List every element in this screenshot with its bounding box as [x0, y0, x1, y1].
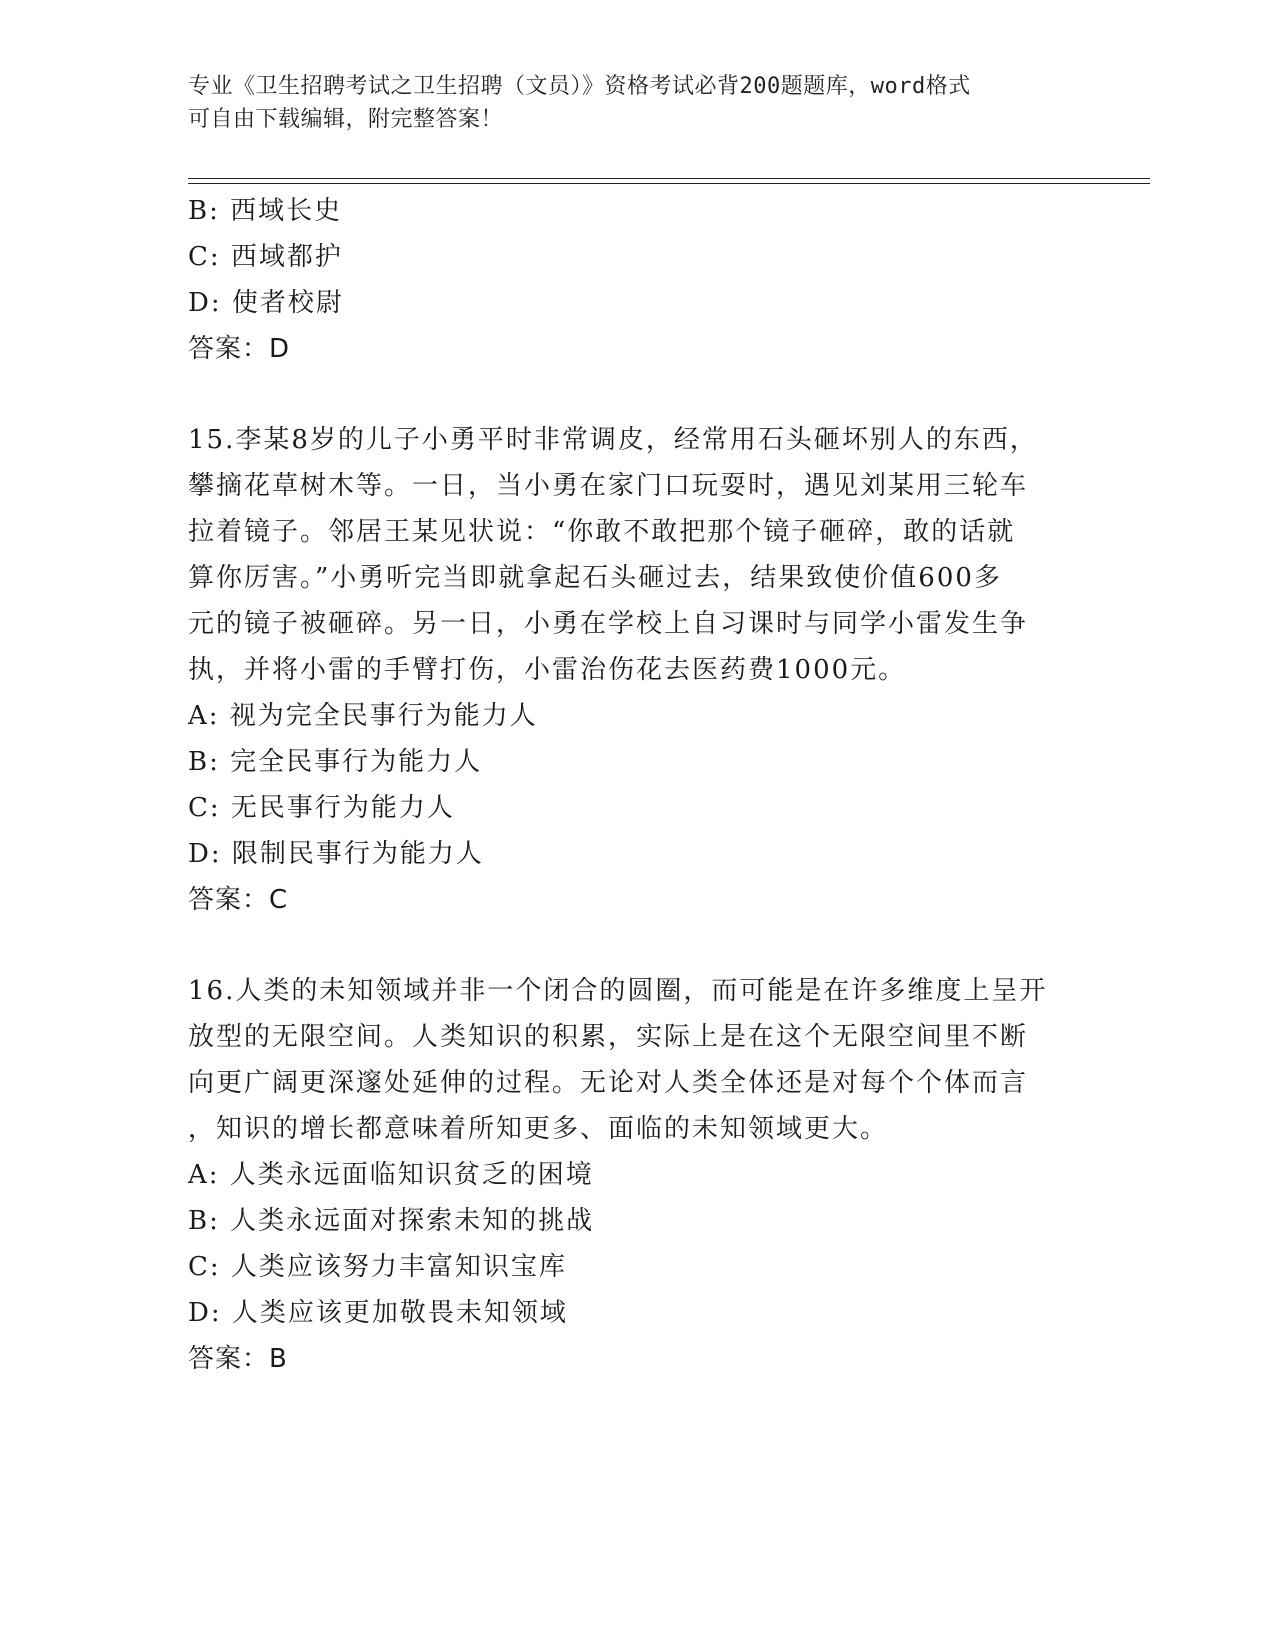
document-header — [188, 70, 1088, 136]
q15-stem-line: 拉着镜子。邻居王某见状说：“你敢不敢把那个镜子砸碎，敢的话就 — [188, 517, 1016, 547]
q15-option-a: A: 视为完全民事行为能力人 — [188, 701, 538, 731]
q14-option-d: D: 使者校尉 — [188, 288, 344, 318]
q16-answer: 答案：B — [188, 1344, 288, 1374]
q15-option-c: C: 无民事行为能力人 — [188, 793, 455, 823]
question-14-block — [188, 188, 1088, 372]
q16-stem-line: 放型的无限空间。人类知识的积累，实际上是在这个无限空间里不断 — [188, 1022, 1029, 1052]
q16-option-c: C: 人类应该努力丰富知识宝库 — [188, 1252, 567, 1282]
q15-option-d: D: 限制民事行为能力人 — [188, 839, 484, 869]
spacer — [188, 923, 1088, 968]
q14-option-b: B: 西域长史 — [188, 196, 343, 226]
header-divider-bottom — [188, 183, 1150, 184]
q16-stem-line: ，知识的增长都意味着所知更多、面临的未知领域更大。 — [188, 1114, 889, 1144]
header-title-line-1: 专业《卫生招聘考试之卫生招聘（文员）》资格考试必背200题题库，word格式 — [188, 74, 971, 99]
question-content — [188, 188, 1088, 1382]
question-16-block — [188, 968, 1088, 1382]
q15-stem-line: 元的镜子被砸碎。另一日，小勇在学校上自习课时与同学小雷发生争 — [188, 609, 1029, 639]
q15-stem-line: 算你厉害。”小勇听完当即就拿起石头砸过去，结果致使价值600多 — [188, 563, 1002, 593]
q16-option-d: D: 人类应该更加敬畏未知领域 — [188, 1298, 568, 1328]
spacer — [188, 372, 1088, 417]
q16-option-a: A: 人类永远面临知识贫乏的困境 — [188, 1160, 594, 1190]
q15-stem-line: 攀摘花草树木等。一日，当小勇在家门口玩耍时，遇见刘某用三轮车 — [188, 471, 1029, 501]
q15-answer: 答案：C — [188, 885, 289, 915]
q16-stem-line: 向更广阔更深邃处延伸的过程。无论对人类全体还是对每个个体而言 — [188, 1068, 1029, 1098]
q15-stem-line: 执，并将小雷的手臂打伤，小雷治伤花去医药费1000元。 — [188, 655, 907, 685]
header-divider-top — [188, 178, 1150, 179]
q16-option-b: B: 人类永远面对探索未知的挑战 — [188, 1206, 595, 1236]
q14-answer: 答案：D — [188, 334, 291, 364]
q15-stem-line: 15.李某8岁的儿子小勇平时非常调皮，经常用石头砸坏别人的东西， — [188, 425, 1038, 455]
q14-option-c: C: 西域都护 — [188, 242, 343, 272]
q15-option-b: B: 完全民事行为能力人 — [188, 747, 483, 777]
q16-stem-line: 16.人类的未知领域并非一个闭合的圆圈，而可能是在许多维度上呈开 — [188, 976, 1048, 1006]
header-title-line-2: 可自由下载编辑，附完整答案！ — [188, 107, 504, 132]
question-15-block — [188, 417, 1088, 923]
